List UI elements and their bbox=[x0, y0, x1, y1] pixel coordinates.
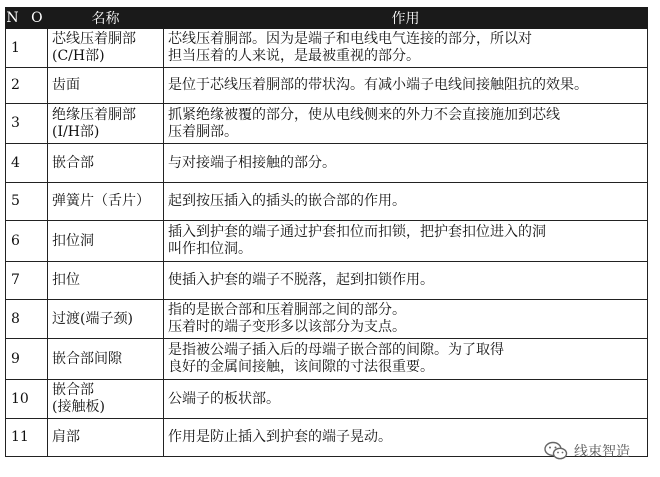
row-use: 使插入护套的端子不脱落，起到扣锁作用。 bbox=[164, 262, 648, 300]
row-name: 扣位洞 bbox=[48, 221, 164, 262]
header-name: 名称 bbox=[48, 8, 164, 29]
row-name: 嵌合部间隙 bbox=[48, 339, 164, 380]
row-use: 作用是防止插入到护套的端子晃动。 bbox=[164, 419, 648, 457]
row-name: 嵌合部 (接触板) bbox=[48, 380, 164, 419]
row-use: 是位于芯线压着胴部的带状沟。有减小端子电线间接触阻抗的效果。 bbox=[164, 68, 648, 104]
header-no: N O bbox=[6, 8, 48, 29]
row-name: 嵌合部 bbox=[48, 144, 164, 183]
row-use: 起到按压插入的插头的嵌合部的作用。 bbox=[164, 183, 648, 221]
row-use: 芯线压着胴部。因为是端子和电线电气连接的部分，所以对 担当压着的人来说，是最被重视的部分。 bbox=[164, 29, 648, 68]
row-name: 绝缘压着胴部 (I/H部) bbox=[48, 104, 164, 144]
row-no: 11 bbox=[6, 419, 48, 457]
row-no: 2 bbox=[6, 68, 48, 104]
watermark bbox=[544, 441, 630, 461]
row-use: 指的是嵌合部和压着胴部之间的部分。 压着时的端子变形多以该部分为支点。 bbox=[164, 300, 648, 339]
row-use: 抓紧绝缘被覆的部分，使从电线侧来的外力不会直接施加到芯线 压着胴部。 bbox=[164, 104, 648, 144]
row-no: 5 bbox=[6, 183, 48, 221]
watermark-text: 线束智造 bbox=[574, 444, 630, 460]
table-row bbox=[6, 339, 648, 380]
table-row bbox=[6, 183, 648, 221]
table-row bbox=[6, 221, 648, 262]
row-use: 插入到护套的端子通过护套扣位而扣锁，把护套扣位进入的洞 叫作扣位洞。 bbox=[164, 221, 648, 262]
row-name: 扣位 bbox=[48, 262, 164, 300]
row-use: 与对接端子相接触的部分。 bbox=[164, 144, 648, 183]
row-no: 4 bbox=[6, 144, 48, 183]
table-row bbox=[6, 262, 648, 300]
row-name: 肩部 bbox=[48, 419, 164, 457]
table-row bbox=[6, 300, 648, 339]
table-row bbox=[6, 29, 648, 68]
row-no: 8 bbox=[6, 300, 48, 339]
row-no: 6 bbox=[6, 221, 48, 262]
row-name: 弹簧片（舌片） bbox=[48, 183, 164, 221]
row-no: 1 bbox=[6, 29, 48, 68]
header-use: 作用 bbox=[164, 8, 648, 29]
row-no: 3 bbox=[6, 104, 48, 144]
row-use: 公端子的板状部。 bbox=[164, 380, 648, 419]
terminal-parts-table bbox=[5, 7, 648, 457]
row-no: 9 bbox=[6, 339, 48, 380]
terminal-parts-table-wrapper bbox=[5, 7, 647, 457]
row-no: 10 bbox=[6, 380, 48, 419]
table-row bbox=[6, 104, 648, 144]
table-header-row bbox=[6, 8, 648, 29]
wechat-icon bbox=[544, 441, 568, 461]
row-name: 齿面 bbox=[48, 68, 164, 104]
table-row bbox=[6, 380, 648, 419]
row-name: 过渡(端子颈) bbox=[48, 300, 164, 339]
table-row bbox=[6, 144, 648, 183]
row-name: 芯线压着胴部 (C/H部) bbox=[48, 29, 164, 68]
row-use: 是指被公端子插入后的母端子嵌合部的间隙。为了取得 良好的金属间接触，该间隙的寸法很重要。 bbox=[164, 339, 648, 380]
row-no: 7 bbox=[6, 262, 48, 300]
table-row bbox=[6, 68, 648, 104]
